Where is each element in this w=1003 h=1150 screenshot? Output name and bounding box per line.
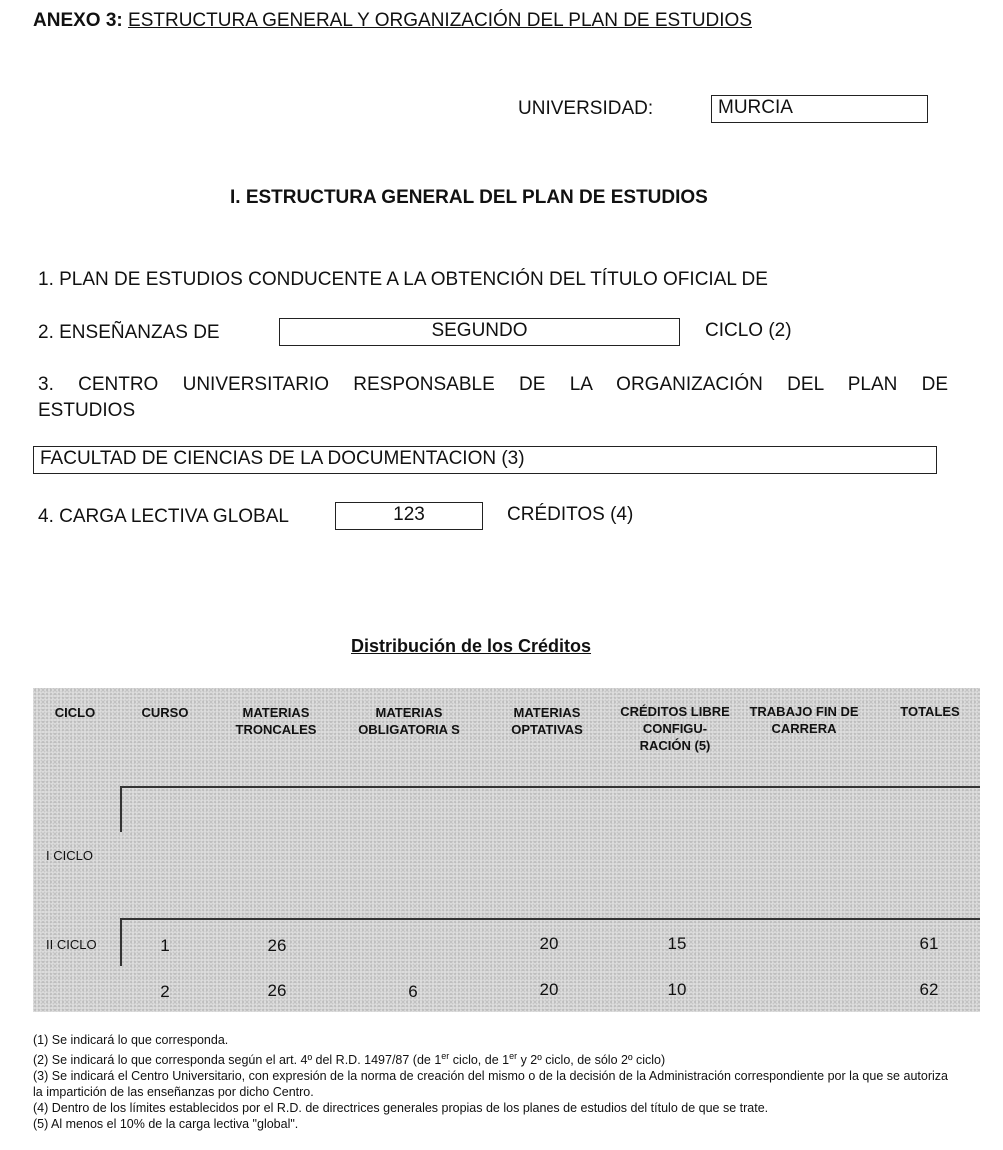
footnote-1: (1) Se indicará lo que corresponda.: [33, 1033, 229, 1047]
item1-plan-title: 1. PLAN DE ESTUDIOS CONDUCENTE A LA OBTENCIÓN DEL TÍTULO OFICIAL DE: [38, 269, 768, 290]
credits-distribution-table: [33, 688, 980, 1012]
row1-troncales: 26: [267, 936, 287, 955]
footnote-2-part-b: ciclo, de 1: [449, 1053, 510, 1068]
item2-ciclo-value-box: SEGUNDO: [279, 318, 680, 346]
footnote-2-part-c: y 2º ciclo, de sólo 2º ciclo): [517, 1053, 666, 1068]
row2-obligatorias: 6: [408, 982, 418, 1001]
row1-curso: 1: [160, 936, 170, 955]
footnote-2-sup-2: er: [509, 1051, 518, 1061]
header-optativas: MATERIAS OPTATIVAS: [511, 705, 583, 737]
annex-heading: [33, 10, 752, 32]
item2-suffix: CICLO (2): [705, 320, 792, 341]
universidad-value-box: MURCIA: [711, 95, 928, 123]
row2-totales: 62: [919, 980, 939, 999]
row1-totales: 61: [919, 934, 939, 953]
row1-optativas: 20: [539, 934, 559, 953]
item2-label: 2. ENSEÑANZAS DE: [38, 322, 220, 343]
footnote-5: (5) Al menos el 10% de la carga lectiva "global".: [33, 1117, 299, 1132]
row2-libre: 10: [667, 980, 687, 999]
header-ciclo: CICLO: [54, 705, 96, 720]
ciclo1-label: I CICLO: [46, 848, 93, 863]
row1-libre: 15: [667, 934, 687, 953]
row2-optativas: 20: [539, 980, 559, 999]
item4-suffix: CRÉDITOS (4): [507, 504, 634, 525]
footnote-4: (4) Dentro de los límites establecidos por el R.D. de directrices generales propias de los planes de estudios del título de que se trate.: [33, 1101, 769, 1116]
ciclo1-bracket: [120, 786, 122, 832]
footnotes: [33, 1032, 948, 1132]
ciclo2-label: II CICLO: [46, 937, 97, 952]
item3-centro-label: 3. CENTRO UNIVERSITARIO RESPONSABLE DE LA ORGANIZACIÓN DEL PLAN DE: [38, 374, 948, 395]
ciclo2-bracket: [120, 918, 122, 966]
header-totales: TOTALES: [900, 704, 960, 719]
footnote-2-sup-1: er: [441, 1051, 450, 1061]
footnote-3: (3) Se indicará el Centro Universitario, con expresión de la norma de creación del mismo o de la decisión de la Administración correspondiente por la que se autoriza la impartición de las enseñanzas por dicho Centro.: [33, 1069, 948, 1100]
row2-troncales: 26: [267, 981, 287, 1000]
item4-creditos-value-box: 123: [335, 502, 483, 530]
section-heading: I. ESTRUCTURA GENERAL DEL PLAN DE ESTUDIOS: [230, 187, 708, 208]
header-troncales: MATERIAS TRONCALES: [235, 705, 317, 737]
footnote-2: [33, 1048, 948, 1068]
centro-value-box: FACULTAD DE CIENCIAS DE LA DOCUMENTACION (3): [33, 446, 937, 474]
annex-label: ANEXO 3:: [33, 10, 123, 31]
header-curso: CURSO: [141, 705, 189, 720]
item3-centro-label-line2: ESTUDIOS: [38, 400, 136, 421]
annex-title: ESTRUCTURA GENERAL Y ORGANIZACIÓN DEL PLAN DE ESTUDIOS: [128, 10, 752, 31]
distribution-title: Distribución de los Créditos: [351, 636, 592, 656]
header-trabajo-fin: TRABAJO FIN DE CARRERA: [749, 704, 859, 736]
item4-label: 4. CARGA LECTIVA GLOBAL: [38, 506, 289, 527]
row2-curso: 2: [160, 982, 170, 1001]
header-libre-configuracion: CRÉDITOS LIBRE CONFIGU- RACIÓN (5): [620, 704, 730, 753]
universidad-label: UNIVERSIDAD:: [518, 98, 654, 119]
table-divider-2: [120, 918, 980, 920]
header-obligatorias: MATERIAS OBLIGATORIA S: [358, 705, 460, 737]
footnote-2-part-a: (2) Se indicará lo que corresponda según el art. 4º del R.D. 1497/87 (de 1: [33, 1053, 442, 1068]
table-divider-1: [120, 786, 980, 788]
